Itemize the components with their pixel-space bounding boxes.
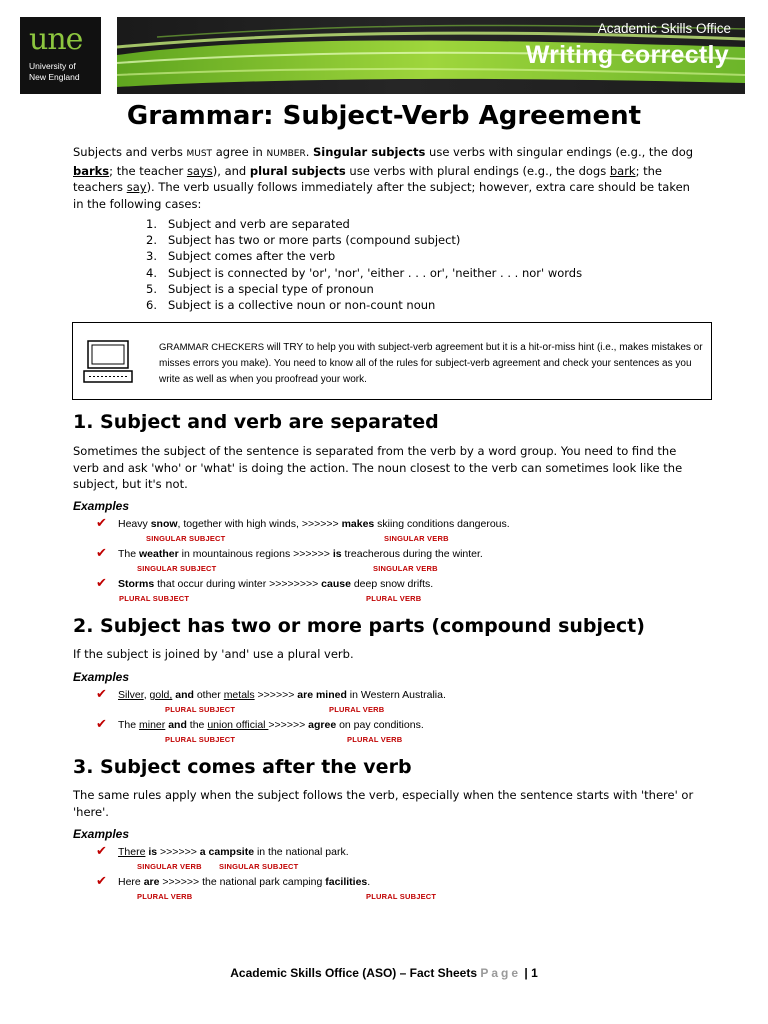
verb-tag: SINGULAR VERB bbox=[384, 534, 449, 543]
subject-tag: SINGULAR SUBJECT bbox=[137, 564, 217, 573]
verb-tag: SINGULAR VERB bbox=[137, 862, 202, 871]
section-2-heading: 2. Subject has two or more parts (compound subject) bbox=[73, 615, 645, 637]
example-sentence: ✔ There is >>>>>> a campsite in the national park. bbox=[96, 843, 349, 858]
verb-tag: SINGULAR VERB bbox=[373, 564, 438, 573]
example-sentence: ✔ Here are >>>>>> the national park camping facilities. bbox=[96, 873, 371, 888]
example-sentence: ✔ Heavy snow, together with high winds, >>>>>> makes skiing conditions dangerous. bbox=[96, 515, 510, 530]
logo-university-name: University of New England bbox=[29, 61, 80, 82]
office-name: Academic Skills Office bbox=[597, 21, 731, 36]
grammar-checker-note bbox=[72, 322, 712, 400]
list-item: 1. Subject and verb are separated bbox=[146, 217, 350, 231]
checkmark-icon: ✔ bbox=[96, 716, 107, 731]
example-sentence: ✔ The weather in mountainous regions >>>>>> is treacherous during the winter. bbox=[96, 545, 483, 560]
subject-tag: SINGULAR SUBJECT bbox=[146, 534, 226, 543]
checkmark-icon: ✔ bbox=[96, 686, 107, 701]
logo-mark: une bbox=[29, 22, 83, 57]
section-1-heading: 1. Subject and verb are separated bbox=[73, 411, 439, 433]
subject-tag: PLURAL SUBJECT bbox=[366, 892, 437, 901]
verb-tag: PLURAL VERB bbox=[137, 892, 193, 901]
examples-label: Examples bbox=[73, 670, 130, 684]
list-item: 2. Subject has two or more parts (compound subject) bbox=[146, 233, 461, 248]
checkmark-icon: ✔ bbox=[96, 515, 107, 530]
verb-tag: PLURAL VERB bbox=[366, 594, 422, 603]
page-footer: Academic Skills Office (ASO) – Fact Sheets Page | 1 bbox=[230, 966, 538, 980]
section-2-paragraph: If the subject is joined by 'and' use a plural verb. bbox=[73, 647, 354, 661]
examples-label: Examples bbox=[73, 827, 130, 841]
verb-tag: PLURAL VERB bbox=[329, 705, 385, 714]
section-1-paragraph: Sometimes the subject of the sentence is separated from the verb by a word group. You need to find the verb and ask 'who' or 'what' is doing the action. The noun closest to the verb can sometimes look like the subject, but it's not. bbox=[73, 444, 683, 491]
checkmark-icon: ✔ bbox=[96, 873, 107, 888]
list-item: 4. Subject is connected by 'or', 'nor', 'either . . . or', 'neither . . . nor' words bbox=[146, 265, 583, 280]
subject-tag: PLURAL SUBJECT bbox=[165, 735, 236, 744]
page-word: Page bbox=[480, 966, 522, 980]
examples-label: Examples bbox=[73, 499, 130, 513]
list-item: 3. Subject comes after the verb bbox=[146, 249, 336, 264]
header-subtitle: Writing correctly bbox=[525, 41, 729, 69]
laptop-icon bbox=[83, 339, 133, 385]
list-item: 5. Subject is a special type of pronoun bbox=[146, 281, 374, 296]
checker-text: GRAMMAR CHECKERS will TRY to help you with subject-verb agreement but it is a hit-or-miss hint (i.e., makes mistakes or misses errors you make). You need to know all of the rules for subject-verb agreement and check your sentences as you write as well as when you proofread your work. bbox=[159, 342, 703, 385]
checkmark-icon: ✔ bbox=[96, 843, 107, 858]
subject-tag: PLURAL SUBJECT bbox=[119, 594, 190, 603]
section-3-paragraph: The same rules apply when the subject follows the verb, especially when the sentence starts with 'there' or 'here'. bbox=[73, 788, 694, 819]
page-number: 1 bbox=[531, 966, 538, 980]
list-item: 6. Subject is a collective noun or non-count noun bbox=[146, 297, 436, 312]
example-sentence: ✔ Storms that occur during winter >>>>>>>> cause deep snow drifts. bbox=[96, 575, 434, 590]
subject-tag: PLURAL SUBJECT bbox=[165, 705, 236, 714]
une-logo bbox=[20, 17, 101, 94]
verb-tag: PLURAL VERB bbox=[347, 735, 403, 744]
checkmark-icon: ✔ bbox=[96, 545, 107, 560]
subject-tag: SINGULAR SUBJECT bbox=[219, 862, 299, 871]
example-sentence: ✔ Silver, gold, and other metals >>>>>> are mined in Western Australia. bbox=[96, 686, 446, 701]
page-title: Grammar: Subject-Verb Agreement bbox=[126, 101, 642, 131]
example-sentence: ✔ The miner and the union official >>>>>> agree on pay conditions. bbox=[96, 716, 424, 731]
cases-list bbox=[146, 216, 706, 313]
intro-paragraph: Subjects and verbs MUST agree in NUMBER. Singular subjects use verbs with singular endings (e.g., the dog barks; the teacher says), and plural subjects use verbs with plural endings (e.g., the dogs bark; the teachers say). The verb usually follows immediately after the subject; however, extra care should be taken in the following cases: bbox=[73, 145, 694, 211]
section-3-heading: 3. Subject comes after the verb bbox=[73, 756, 412, 778]
checkmark-icon: ✔ bbox=[96, 575, 107, 590]
header-banner bbox=[117, 17, 745, 94]
